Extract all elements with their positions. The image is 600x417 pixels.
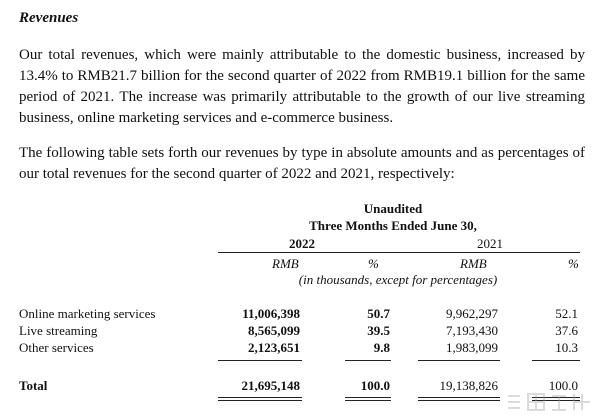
header-period: Three Months Ended June 30,	[309, 218, 477, 233]
row-label: Online marketing services	[19, 306, 156, 321]
total-rmb-2022: 21,695,148	[241, 378, 300, 393]
cell-pct-2022: 39.5	[367, 323, 390, 338]
total-double-rule-rmb-2021-bottom	[418, 400, 500, 401]
header-year-2022: 2022	[289, 236, 315, 251]
paragraph-revenue-summary: Our total revenues, which were mainly attributable to the domestic business, increased by 13.4% to RMB21.7 billion for the second quarter of 2022 from RMB19.1 billion for the same period of 2021. The increase was primarily attributable to the growth of our live streaming business, online marketing services and e-commerce business.	[19, 47, 585, 126]
header-year-2021: 2021	[477, 236, 503, 251]
cell-rmb-2021: 7,193,430	[446, 323, 498, 338]
header-underline	[218, 252, 580, 253]
header-unaudited: Unaudited	[363, 201, 423, 216]
site-logo-watermark-icon	[504, 390, 596, 416]
col-pct-2022: %	[368, 256, 379, 271]
cell-pct-2022: 50.7	[367, 306, 390, 321]
cell-pct-2021: 37.6	[555, 323, 578, 338]
units-note: (in thousands, except for percentages)	[298, 272, 498, 287]
total-pct-2021: 100.0	[548, 378, 578, 393]
cell-rmb-2022: 2,123,651	[248, 340, 300, 355]
subtotal-rule-pct-2022	[345, 360, 391, 361]
subtotal-rule-pct-2021	[532, 360, 580, 361]
col-pct-2021: %	[568, 256, 579, 271]
total-label: Total	[19, 378, 48, 393]
total-double-rule-pct-2022-bottom	[345, 400, 391, 401]
cell-rmb-2021: 9,962,297	[446, 306, 498, 321]
cell-pct-2021: 10.3	[555, 340, 578, 355]
total-rmb-2021: 19,138,826	[439, 378, 498, 393]
row-label: Live streaming	[19, 323, 98, 338]
cell-pct-2022: 9.8	[373, 340, 390, 355]
subtotal-rule-rmb-2021	[418, 360, 500, 361]
subtotal-rule-rmb-2022	[218, 360, 302, 361]
section-title: Revenues	[19, 10, 79, 26]
row-label: Other services	[19, 340, 94, 355]
total-double-rule-rmb-2021-top	[418, 397, 500, 398]
paragraph-table-intro: The following table sets forth our revenues by type in absolute amounts and as percentages of our total revenues for the second quarter of 2022 and 2021, respectively:	[19, 145, 585, 182]
col-rmb-2022: RMB	[272, 256, 299, 271]
cell-rmb-2022: 11,006,398	[242, 306, 300, 321]
total-double-rule-pct-2022-top	[345, 397, 391, 398]
total-pct-2022: 100.0	[360, 378, 390, 393]
cell-pct-2021: 52.1	[555, 306, 578, 321]
col-rmb-2021: RMB	[460, 256, 487, 271]
cell-rmb-2022: 8,565,099	[248, 323, 300, 338]
cell-rmb-2021: 1,983,099	[446, 340, 498, 355]
total-double-rule-rmb-2022-top	[218, 397, 302, 398]
total-double-rule-rmb-2022-bottom	[218, 400, 302, 401]
